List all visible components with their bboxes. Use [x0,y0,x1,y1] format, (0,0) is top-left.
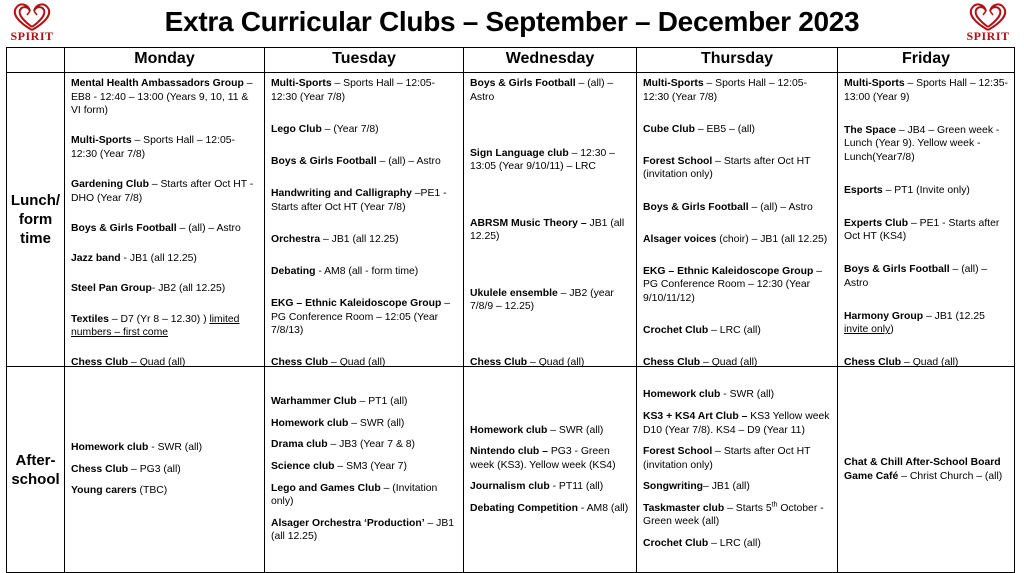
club-details: (choir) – JB1 (all 12.25) [716,233,828,245]
club-entry [71,441,258,455]
club-details: – PT1 (all) [356,396,408,408]
club-entry [844,263,1008,290]
club-name: Forest School [643,446,713,458]
club-details: – Christ Church – (all) [898,470,1003,482]
club-name: ABRSM Music Theory – [470,217,587,229]
club-entry [643,502,831,529]
lunch-row [7,73,1015,367]
club-entry [643,480,831,494]
club-name: EKG – Ethnic Kaleidoscope Group [271,298,442,310]
club-details: – D7 (Yr 8 – 12.30) ) [108,313,210,325]
club-list [470,367,630,572]
club-note-underlined: invite only [844,324,891,336]
club-entry [643,123,831,137]
club-entry [470,502,630,516]
club-name: Alsager voices [643,233,717,245]
club-details-end: October - Green week (all) [643,502,824,528]
club-details: – Starts after Oct HT - DHO (Year 7/8) [71,179,254,204]
after-school-row [7,367,1015,573]
club-entry [643,265,831,306]
club-details: – EB5 – (all) [694,123,756,135]
club-details: – JB1 (all 12.25) [271,517,455,543]
club-entry [643,233,831,247]
club-details: – JB3 (Year 7 & 8) [327,439,416,451]
club-details: – (all) – Astro [470,78,614,103]
club-name: Multi-Sports [271,78,332,89]
club-details: - PT11 (all) [549,481,604,493]
club-name: Steel Pan Group [71,283,152,295]
row-label-line: form [18,211,53,228]
club-details: – (all) – Astro [748,201,813,213]
club-name: Chess Club [71,463,129,475]
spirit-logo-right [960,2,1016,46]
cell-tuesday [265,367,464,573]
club-details: – JB1 (12.25 [923,310,985,322]
club-entry [844,184,1008,198]
club-list [844,73,1008,373]
club-note-underlined: limited numbers – first come [71,313,240,339]
club-entry [271,395,457,409]
club-details: – Sports Hall – 12:05-12:30 (Year 7/8) [271,78,435,103]
row-label-line: After- [15,451,56,469]
club-details-end: ) [890,324,894,336]
club-name: Chess Club [470,357,528,369]
club-entry [271,187,457,214]
club-name: Orchestra [271,233,321,245]
club-details: - JB1 (all 12.25) [120,253,197,265]
timetable [6,47,1015,573]
club-details: – Quad (all) [700,357,758,369]
club-list [271,367,457,572]
club-name: Young carers [71,485,137,497]
club-details: - AM8 (all) [577,502,629,514]
club-details: – Starts after Oct HT (invitation only) [643,446,811,471]
cell-friday [838,367,1015,573]
row-label [7,73,65,367]
club-list [643,367,831,572]
cell-monday [65,367,265,573]
club-entry [71,313,258,340]
club-details: – (Year 7/8) [321,123,379,135]
club-entry [470,356,630,370]
club-entry [271,356,457,370]
club-name: Ukulele ensemble [470,287,558,299]
club-details: – Starts 5 [724,502,772,514]
club-list [71,73,258,373]
club-details: - AM8 (all - form time) [315,265,419,277]
club-details: – LRC (all) [708,325,761,337]
club-details: – PE1 - Starts after Oct HT (KS4) [844,217,1000,243]
club-name: Gardening Club [71,179,149,191]
club-name: KS3 + KS4 Art Club – [643,410,748,422]
club-name: Chess Club [271,357,329,369]
club-entry [271,77,457,104]
club-entry [844,456,1008,483]
club-entry [470,287,630,314]
club-name: Songwriting [643,481,704,493]
club-details: –PE1 - Starts after Oct HT (Year 7/8) [271,188,447,213]
day-header-wednesday: Wednesday [464,48,637,73]
logo-text: SPIRIT [10,29,54,43]
club-name: Boys & Girls Football [271,155,377,167]
club-entry [643,356,831,370]
club-details: – (all) – Astro [376,155,441,167]
club-name: The Space [844,124,896,136]
club-entry [470,147,630,174]
day-header-friday: Friday [838,48,1015,73]
club-details: – Quad (all) [527,357,585,369]
club-name: Crochet Club [643,538,709,550]
club-details: – PT1 (Invite only) [882,184,970,196]
club-name: Esports [844,184,883,196]
club-entry [470,445,630,472]
club-entry [71,252,258,266]
club-name: Crochet Club [643,325,709,337]
club-entry [71,282,258,296]
club-name: Chat & Chill After-School Board Game Café [844,456,1001,482]
club-name: Journalism club [470,481,550,493]
club-entry [271,265,457,279]
row-label-line: Lunch/ [10,192,61,209]
club-name: Jazz band [71,253,121,265]
club-entry [470,424,630,438]
club-name: Debating Competition [470,502,578,514]
club-name: Multi-Sports [844,78,905,89]
club-name: Chess Club [844,357,902,369]
ordinal-suffix: th [771,501,778,509]
cell-friday [838,73,1015,367]
club-details: - JB2 (all 12.25) [151,283,226,295]
club-name: Chess Club [643,357,701,369]
club-entry [71,356,258,370]
club-details: - SWR (all) [148,442,203,454]
club-name: Nintendo club – [470,446,548,458]
club-details: PG3 - Green week (KS3). Yellow week (KS4) [470,446,616,471]
club-entry [643,324,831,338]
club-details: JB1 (all 12.25) [470,217,625,243]
club-details: (TBC) [136,485,168,497]
club-list [844,367,1008,572]
club-details: – Starts after Oct HT (invitation only) [643,155,811,181]
club-name: Lego Club [271,123,322,135]
row-label [7,367,65,573]
club-details: – 12:30 – 13:05 (Year 9/10/11) – LRC [470,147,615,173]
club-list [470,73,630,373]
club-entry [271,417,457,431]
club-details: – LRC (all) [708,538,761,550]
club-entry [844,356,1008,370]
club-name: Boys & Girls Football [71,222,177,234]
club-name: Textiles [71,313,109,325]
club-name: Lego and Games Club [271,482,381,494]
club-name: Experts Club [844,217,909,229]
club-entry [844,310,1008,337]
club-entry [470,77,630,104]
club-name: Homework club [71,442,149,454]
club-entry [271,517,457,544]
club-details: – JB2 (year 7/8/9 – 12.25) [470,287,614,313]
club-entry [844,77,1008,104]
club-entry [643,410,831,437]
club-details: – Sports Hall – 12:05-12:30 (Year 7/8) [643,78,807,103]
club-name: Sign Language club [470,147,569,159]
row-label-line: time [20,230,51,247]
cell-thursday [637,73,838,367]
club-name: Handwriting and Calligraphy [271,188,412,200]
club-name: Harmony Group [844,310,924,322]
day-header-row [7,48,1015,73]
club-name: Mental Health Ambassadors Group [71,78,244,89]
club-details: – SM3 (Year 7) [334,460,407,472]
club-entry [643,155,831,182]
club-entry [271,482,457,509]
club-name: Cube Club [643,123,695,135]
club-details: – PG Conference Room – 12:30 (Year 9/10/11/12) [643,265,822,305]
club-entry [271,155,457,169]
club-entry [643,445,831,472]
club-entry [271,297,457,338]
club-list [71,367,258,572]
club-name: Homework club [271,417,349,429]
cell-wednesday [464,367,637,573]
club-name: Science club [271,460,335,472]
club-entry [844,124,1008,165]
club-entry [271,438,457,452]
club-details: – PG Conference Room – 12:05 (Year 7/8/13) [271,298,450,337]
club-details: - SWR (all) [720,389,775,401]
swan-heart-icon [966,2,1010,32]
club-entry [71,134,258,161]
logo-text: SPIRIT [966,29,1010,43]
club-details: – SWR (all) [547,424,604,436]
club-entry [71,178,258,205]
club-details: – (Invitation only) [271,482,438,508]
club-name: Multi-Sports [71,135,132,147]
club-name: Multi-Sports [643,78,704,89]
header-corner [7,48,65,73]
club-entry [844,217,1008,244]
club-name: Warhammer Club [271,396,357,408]
club-name: Forest School [643,155,713,167]
club-name: Debating [271,265,316,277]
club-name: EKG – Ethnic Kaleidoscope Group [643,265,814,277]
club-details: – Sports Hall – 12:35-13:00 (Year 9) [844,78,1008,103]
club-name: Boys & Girls Football [470,78,576,89]
club-details: – Quad (all) [328,357,386,369]
club-details: – Quad (all) [128,357,186,369]
club-entry [71,77,258,118]
club-entry [643,201,831,215]
club-details: – JB1 (all) [703,481,750,493]
club-name: Homework club [470,424,548,436]
club-details: – JB1 (all 12.25) [320,233,399,245]
page-title: Extra Curricular Clubs – September – December 2023 [164,6,860,37]
club-name: Alsager Orchestra ‘Production’ [271,517,425,529]
club-entry [271,233,457,247]
club-name: Taskmaster club [643,502,725,514]
club-entry [643,537,831,551]
club-details: KS3 Yellow week D10 (Year 7/8). KS4 – D9 (Year 11) [643,410,830,436]
club-entry [643,388,831,402]
club-details: – PG3 (all) [128,463,181,475]
club-name: Homework club [643,389,721,401]
cell-monday [65,73,265,367]
club-name: Chess Club [71,357,129,369]
club-details: – JB4 – Green week - Lunch (Year 9). Yellow week - Lunch(Year7/8) [844,124,1000,163]
club-entry [71,484,258,498]
cell-wednesday [464,73,637,367]
club-list [271,73,457,373]
club-name: Drama club [271,439,328,451]
club-entry [71,222,258,236]
day-header-thursday: Thursday [637,48,838,73]
cell-tuesday [265,73,464,367]
row-label-line: school [11,470,60,488]
club-entry [271,460,457,474]
club-details: – Sports Hall – 12:05-12:30 (Year 7/8) [71,135,235,160]
club-details: – Quad (all) [901,357,959,369]
day-header-monday: Monday [65,48,265,73]
cell-thursday [637,367,838,573]
club-list [643,73,831,373]
club-entry [643,77,831,104]
club-entry [470,217,630,244]
club-details: – (all) – Astro [844,264,988,289]
club-name: Boys & Girls Football [844,264,950,276]
club-details: – (all) – Astro [176,222,241,234]
club-details: – EB8 - 12:40 – 13:00 (Years 9, 10, 11 & VI form) [71,78,253,117]
club-entry [271,123,457,137]
club-entry [71,463,258,477]
club-name: Boys & Girls Football [643,201,749,213]
day-header-tuesday: Tuesday [265,48,464,73]
club-entry [470,480,630,494]
club-details: – SWR (all) [348,417,405,429]
